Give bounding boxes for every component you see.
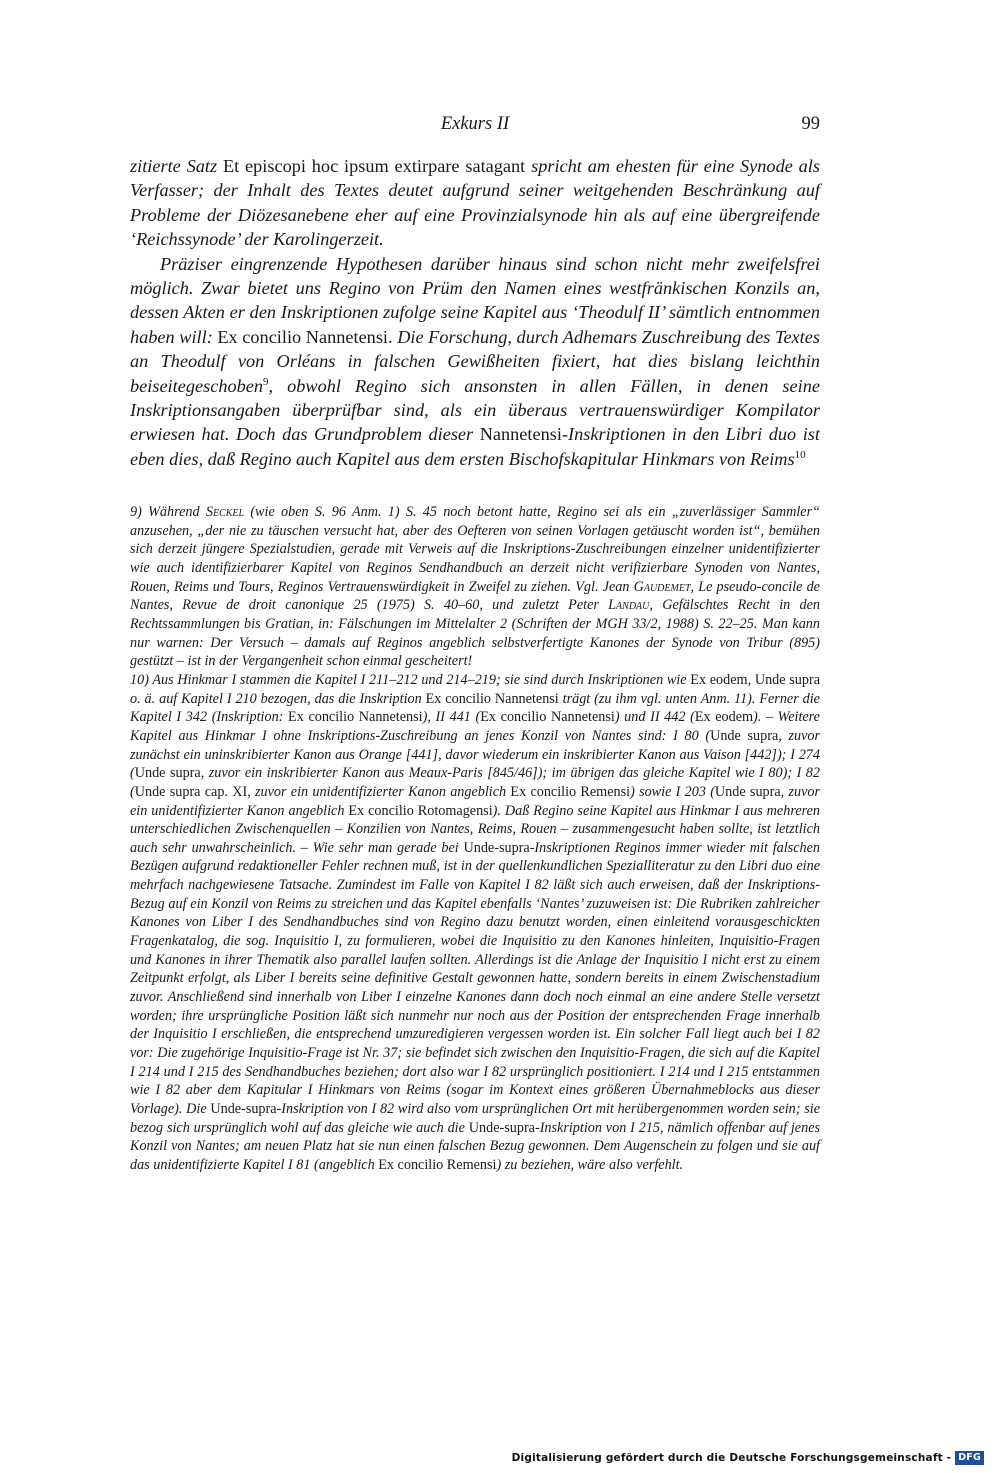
latin-quote: Ex concilio Nannetensi. — [217, 326, 393, 347]
paragraph-1 — [130, 154, 820, 252]
text-run: 10) Aus Hinkmar I stammen die Kapitel I 211–212 und 214–219; sie sind durch Inskriptionen wie — [130, 671, 691, 688]
text-run: , zuvor ein inskribierter Kanon aus Meaux-Paris [845/46]); im übrigen das gleiche Kapitel wie I 80); I 82 ( — [130, 765, 820, 800]
latin-quote: Ex concilio Remensi — [510, 783, 631, 800]
latin-term: Nannetensi — [479, 424, 562, 445]
text-run: (wie oben S. 96 Anm. 1) S. 45 noch betont hatte, Regino sei als ein „zuverlässiger Sammler“ anzusehen, „der nie zu täuschen versucht hat, aber des Oefteren von seinen Vorlagen getäuscht worden ist“, bemühen sich derzeit jüngere Spezialstudien, gerade mit Verweis auf die Inskriptions-Zuschreibungen einzelner unidentifizierter wie auch identifizierbarer Kapitel von Reginos Sendhandbuch an derzeit nicht verifizierbare Synoden von Nantes, Rouen, Reims und Tours, Reginos Vertrauenswürdigkeit in Zweifel zu ziehen. Vgl. Jean — [130, 504, 820, 595]
running-head — [130, 114, 820, 140]
text-run: -Inskription von I 215, nämlich offenbar auf jenes Konzil von Nantes; am neuen Platz hat sie nun einen falschen Bezug gewonnen. Dem Augenschein zu folgen und sie auf das unidentifizierte Kapitel I 81 (angeblich — [130, 1119, 821, 1173]
latin-quote: Unde supra cap. XI — [134, 783, 248, 800]
text-run: , obwohl Regino sich ansonsten in allen Fällen, in denen seine Inskriptionsangaben überprüfbar sind, als ein überaus vertrauenswürdiger Kompilator erwiesen hat. Doch das Grundproblem dieser — [130, 375, 820, 445]
author-name: Gaudemet — [633, 578, 691, 595]
dfg-credit — [512, 1449, 984, 1467]
text-run: Die Forschung, durch Adhemars Zuschreibung des Textes an Theodulf von Orléans in falschen Gewißheiten fixiert, hat dies bislang leichthin beiseitegeschoben — [130, 326, 820, 396]
footnote-ref-10: 10 — [794, 448, 806, 461]
text-run: , zuvor ein unidentifizierter Kanon angeblich — [130, 783, 820, 819]
text-run: , Le pseudo-concile de Nantes, Revue de droit canonique 25 (1975) S. 40–60, und zuletzt Peter — [130, 578, 820, 614]
footnote-ref-9: 9 — [263, 375, 269, 388]
latin-term: Unde-supra — [463, 839, 530, 856]
credit-text: Digitalisierung gefördert durch die Deutsche Forschungsgemeinschaft - — [511, 1452, 952, 1464]
running-title: Exkurs II — [440, 114, 510, 134]
text-run: 9) Während — [130, 504, 206, 520]
author-name: Landau — [608, 597, 650, 614]
text-run: , Gefälschtes Recht in den Rechtssammlungen bis Gratian, in: Fälschungen im Mittelalter 2 (Schriften der MGH 33/2, 1988) S. 22–25. Man kann nur warnen: Der Versuch – damals auf Reginos angeblich selbstverfertigte Kanones der Synode von Tribur (895) gestützt – ist in der Vergangenheit schon einmal gescheitert! — [130, 597, 820, 670]
footnotes — [130, 503, 820, 1175]
text-run: -Inskriptionen in den Libri duo ist eben dies, daß Regino auch Kapitel aus dem ersten Bischofskapitular Hinkmars von Reims — [130, 424, 820, 469]
page-number: 99 — [801, 114, 820, 134]
text-run: -Inskriptionen Reginos immer wieder mit falschen Bezügen aufgrund redaktioneller Fehler rechnen muß, ist in der quellenkundlichen Spezialliteratur zu den Libri duo eine mehrfach nachgewiesene Tatsache. Zumindest im Falle von Kapitel I 82 läßt sich auch erweisen, daß der Inskriptions-Bezug auf ein Konzil von Reims zu streichen und das Kapitel ebenfalls ‘Nantes’ zuzuweisen ist: Die Rubriken zahlreicher Kanones von Liber I des Sendhandbuches sind von Regino dazu benutzt worden, einen einleitend vorausgeschickten Fragenkatalog, die sog. Inquisitio I, zu formulieren, wobei die Inquisitio zu den Kanones hinleiten, Inquisitio-Fragen und Kanones in ihrer Thematik also parallel laufen sollten. Allerdings ist die Anlage der Inquisitio I nicht erst zu einem Zeitpunkt erfolgt, als Liber I bereits seine definitive Gestalt gewonnen hatte, sondern bereits in einem Zwischenstadium zuvor. Anschließend sind innerhalb von Liber I einzelne Kanones dann doch noch einmal an eine andere Stelle versetzt worden; ihre ursprüngliche Position läßt sich nunmehr nur noch aus der Position der entsprechenden Frage innerhalb der Inquisitio I erschließen, die entsprechend umzuredigieren vergessen worden ist. Ein solcher Fall liegt auch bei I 82 vor: Die zugehörige Inquisitio-Frage ist Nr. 37; sie befindet sich zwischen den Inquisitio-Fragen, die sich auf die Kapitel I 214 und I 215 des Sendhandbuches beziehen; dort also war I 82 ursprünglich positioniert. I 214 und I 215 entstammen wie I 82 aber dem Kapitular I Hinkmars von Reims (sogar im Kontext eines größeren Übernahmeblocks aus dieser Vorlage). Die — [130, 839, 820, 1117]
text-run: ). – Weitere Kapitel aus Hinkmar I ohne Inskriptions-Zuschreibung an jenes Konzil von Nantes sind: I 80 ( — [130, 709, 820, 744]
text-run: o. ä. auf Kapitel I 210 bezogen, das die Inskription — [130, 690, 426, 707]
author-name: Seckel — [205, 504, 245, 520]
footnote-10 — [130, 671, 820, 1175]
latin-quote: Ex concilio Nannetensi — [288, 709, 423, 726]
latin-quote: Et episcopi hoc ipsum extirpare satagant — [222, 156, 526, 176]
text-run: -Inskription von I 82 wird also vom ursprünglichen Ort mit herübergenommen worden sein; sie bezog sich ursprünglich wohl auf das gleiche wie auch die — [130, 1101, 820, 1136]
text-run: zitierte Satz — [130, 156, 223, 176]
text-run: , zuvor ein unidentifizierter Kanon angeblich — [247, 783, 511, 800]
text-run: ) zu beziehen, wäre also verfehlt. — [496, 1156, 684, 1173]
latin-quote: Unde supra — [134, 765, 201, 782]
text-run: ) und II 442 ( — [614, 709, 695, 726]
latin-quote: Unde supra — [714, 783, 781, 800]
text-run: spricht am ehesten für eine Synode als Verfasser; der Inhalt des Textes deutet aufgrund seiner weitgehenden Beschränkung auf Probleme der Diözesanebene eher auf eine Provinzialsynode hin als auf eine übergreifende ‘Reichssynode’ der Karolingerzeit. — [130, 156, 821, 250]
footnote-9 — [130, 503, 820, 671]
text-run: ), II 441 ( — [422, 709, 481, 726]
latin-quote: Ex eodem, Unde supra — [690, 671, 820, 688]
latin-quote: Ex eodem — [694, 709, 754, 726]
dfg-logo: DFG — [955, 1451, 984, 1465]
text-run: , zuvor zunächst ein uninskribierter Kanon aus Orange [441], davor wiederum ein inskribierter Kanon aus Vaison [442]); I 274 ( — [130, 727, 821, 782]
text-run: ) sowie I 203 ( — [630, 783, 715, 800]
text-run: Präziser eingrenzende Hypothesen darüber hinaus sind schon nicht mehr zweifelsfrei möglich. Zwar bietet uns Regino von Prüm den Namen eines westfränkischen Konzils an, dessen Akten er den Inskriptionen zufolge seine Kapitel aus ‘Theodulf II’ sämtlich entnommen haben will: — [130, 253, 820, 347]
text-run: trägt (zu ihm vgl. unten Anm. 11). Ferner die Kapitel I 342 (Inskription: — [130, 690, 820, 726]
latin-quote: Ex concilio Remensi — [378, 1156, 497, 1173]
latin-quote: Ex concilio Rotomagensi — [348, 802, 493, 819]
latin-quote: Ex concilio Nannetensi — [480, 709, 615, 726]
latin-quote: Unde supra — [710, 727, 779, 744]
text-run: ). Daß Regino seine Kapitel aus Hinkmar I aus mehreren unterschiedlichen Zwischenquellen – Konzilien von Nantes, Reims, Rouen – zusammengesucht haben sollte, ist letztlich auch sehr unwahrscheinlich. – Wie sehr man gerade bei — [130, 802, 820, 856]
latin-term: Unde-supra — [210, 1101, 277, 1117]
paragraph-2 — [130, 252, 820, 472]
main-text — [130, 154, 820, 471]
latin-quote: Ex concilio Nannetensi — [425, 690, 559, 707]
latin-term: Unde-supra — [468, 1119, 535, 1136]
